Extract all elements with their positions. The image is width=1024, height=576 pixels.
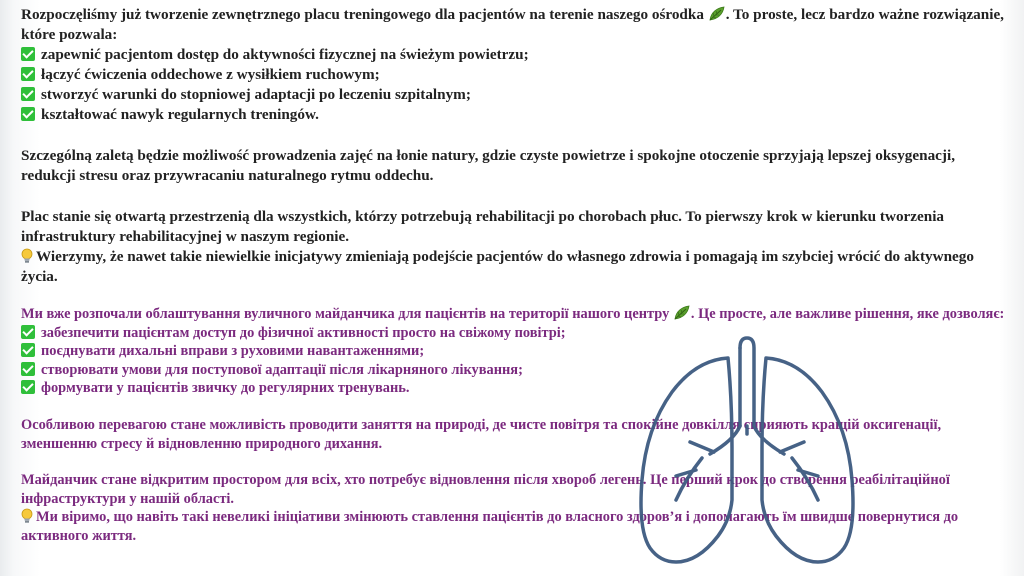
check-mark-icon: [21, 343, 35, 357]
polish-paragraph-3: Plac stanie się otwartą przestrzenią dla wszystkich, którzy potrzebują rehabilitacji po chorobach płuc. To pierwszy krok w kierunku tworzenia infrastruktury rehabilitacyjnej w naszym regionie.: [21, 208, 945, 245]
polish-list-item: [21, 105, 1006, 125]
lungs-icon: [636, 330, 858, 576]
check-mark-icon: [21, 47, 35, 61]
polish-section: [21, 5, 1006, 287]
polish-list-item-text: zapewnić pacjentom dostęp do aktywności fizycznej na świeżym powietrzu;: [41, 46, 529, 63]
check-mark-icon: [21, 107, 35, 121]
leaf-icon: [708, 6, 726, 22]
polish-paragraph-2: Szczególną zaletą będzie możliwość prowadzenia zajęć na łonie natury, gdzie czyste powietrze i spokojne otoczenie sprzyjają lepszej oksygenacji, redukcji stresu oraz przywracaniu naturalnego rytmu oddechu.: [21, 147, 955, 184]
ukrainian-section: [21, 305, 1006, 546]
check-mark-icon: [21, 380, 35, 394]
polish-intro: [21, 5, 1006, 45]
ukrainian-list-item-text: поєднувати дихальні вправи з руховими навантаженнями;: [41, 343, 425, 360]
leaf-icon: [673, 305, 691, 321]
polish-paragraph-4: [21, 247, 1006, 287]
polish-list-item: [21, 45, 1006, 65]
ukrainian-list-item: [21, 379, 1006, 398]
check-mark-icon: [21, 325, 35, 339]
ukrainian-paragraph-2: Особливою перевагою стане можливість проводити заняття на природі, де чисте повітря та спокійне довкілля сприяють кращій оксигенації, зменшенню стресу й відновленню природного дихання.: [21, 416, 942, 452]
light-bulb-icon: [21, 248, 33, 264]
check-mark-icon: [21, 67, 35, 81]
polish-paragraph-4-text: Wierzymy, że nawet takie niewielkie inicjatywy zmieniają podejście pacjentów do własnego zdrowia i pomagają im szybciej wrócić do aktywnego życia.: [21, 248, 974, 285]
polish-list-item-text: stworzyć warunki do stopniowej adaptacji po leczeniu szpitalnym;: [41, 86, 471, 103]
check-mark-icon: [21, 87, 35, 101]
ukrainian-list-item-text: формувати у пацієнтів звичку до регулярних тренувань.: [41, 380, 410, 397]
ukrainian-list-item: [21, 324, 1006, 343]
polish-list-item-text: łączyć ćwiczenia oddechowe z wysiłkiem ruchowym;: [41, 66, 380, 83]
ukrainian-list-item: [21, 342, 1006, 361]
polish-intro-text: Rozpoczęliśmy już tworzenie zewnętrznego placu treningowego dla pacjentów na terenie naszego ośrodka: [21, 6, 704, 23]
ukrainian-list-item: [21, 361, 1006, 380]
light-bulb-icon: [21, 508, 33, 524]
ukrainian-list-item-text: створювати умови для поступової адаптації після лікарняного лікування;: [41, 361, 523, 378]
ukrainian-paragraph-4-text: Ми віримо, що навіть такі невеликі ініціативи змінюють ставлення пацієнтів до власного здоров’я і допомагають їм швидше повернутися до активного життя.: [21, 509, 959, 544]
check-mark-icon: [21, 362, 35, 376]
polish-list-item: [21, 85, 1006, 105]
ukrainian-paragraph-4: [21, 508, 1006, 545]
polish-list-item: [21, 65, 1006, 85]
ukrainian-intro: [21, 305, 1006, 324]
ukrainian-paragraph-3: Майданчик стане відкритим простором для всіх, хто потребує відновлення після хвороб легень. Це перший крок до створення реабілітаційної інфраструктури у нашій області.: [21, 472, 950, 507]
polish-list-item-text: kształtować nawyk regularnych treningów.: [41, 106, 319, 123]
ukrainian-list-item-text: забезпечити пацієнтам доступ до фізичної активності просто на свіжому повітрі;: [41, 324, 566, 341]
polish-intro-end: . To proste, lecz bardzo ważne rozwiązanie, które pozwala:: [21, 6, 1004, 43]
ukrainian-intro-end: . Це просте, але важливе рішення, яке дозволяє:: [690, 306, 1005, 322]
ukrainian-intro-text: Ми вже розпочали облаштування вуличного майданчика для пацієнтів на території нашого центру: [21, 306, 670, 322]
